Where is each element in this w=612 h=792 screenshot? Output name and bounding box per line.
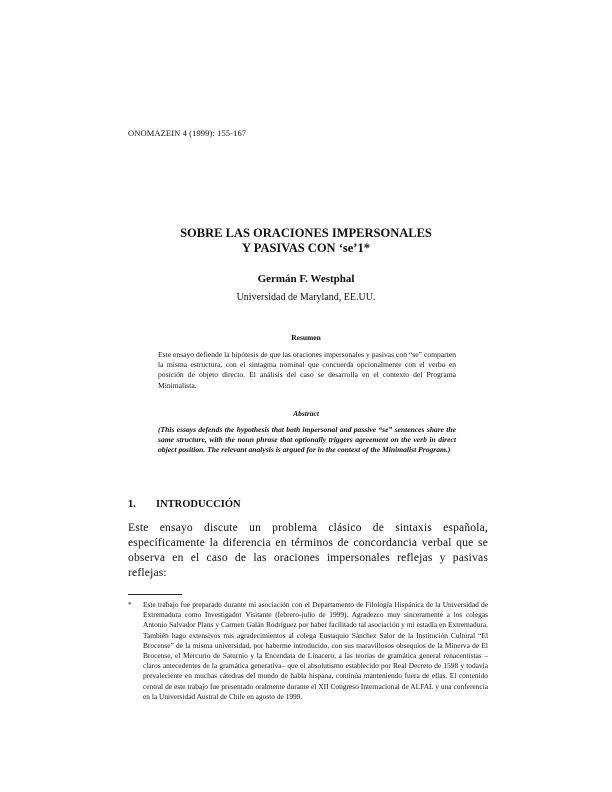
resumen-text: Este ensayo defiende la hipótesis de que las oraciones impersonales y pasivas con “se” comparten la misma estructura, con el sintagma nominal que concuerda opcionalmente con el verbo en posición de objeto directo. El análisis del caso se desarrolla en el contexto del Programa Minimalista.	[158, 350, 456, 390]
article-title-line1: SOBRE LAS ORACIONES IMPERSONALES	[180, 226, 432, 240]
footnote-marker: *	[128, 600, 132, 609]
section-heading	[128, 499, 241, 510]
section-title: INTRODUCCIÓN	[156, 499, 241, 510]
resumen-heading: Resumen	[291, 333, 321, 342]
body-paragraph: Este ensayo discute un problema clásico de sintaxis española, específicamente la diferencia en términos de concordancia verbal que se observa en el caso de las oraciones impersonales reflejas y pasivas reflejas:	[128, 522, 488, 579]
footnote-text: Este trabajo fue preparado durante mi asociación con el Departamento de Filología Hispánica de la Universidad de Extremadura como Investigador Visitante (febrero-julio de 1999). Agradezco muy sinceramente a los colegas Antonio Salvador Plans y Carmen Galán Rodríguez por haber facilitado tal asociación y mi estadía en Extremadura. También hago extensivos mis agradecimientos al colega Eustaquio Sánchez Salor de la Institución Cultural “El Brocense” de la misma universidad, por haberme introducido, con sus maravillosos obsequios de la Minerva de El Brocense, el Mercurio de Saturnio y la Encendata de Linacero, a las teorías de gramática general renacentistas –claros antecedentes de la gramática generativa– que el absolutismo establecido por Real Decreto de 1598 y todavía prevaleciente en muchas cátedras del mundo de habla hispana, continúa manteniendo fuera de ellas. El contenido central de este trabajo fue presentado oralmente durante el XII Congreso Internacional de ALFAL y una conferencia en la Universidad Austral de Chile en agosto de 1999.	[143, 600, 488, 701]
abstract-text: (This essays defends the hypothesis that both impersonal and passive “se” sentences share the same structure, with the noun phrase that optionally triggers agreement on the verb in direct object position. The relevant analysis is argued for in the context of the Minimalist Program.)	[158, 425, 456, 455]
abstract-heading: Abstract	[293, 409, 319, 418]
author-affiliation: Universidad de Maryland, EE.UU.	[236, 292, 376, 303]
footnote-divider	[128, 594, 182, 595]
section-number: 1.	[128, 499, 136, 510]
journal-citation: ONOMAZEIN 4 (1999): 155-167	[128, 128, 247, 138]
author-name: Germán F. Westphal	[257, 273, 355, 285]
footnote	[128, 600, 488, 702]
article-title-line2: Y PASIVAS CON ‘se’1*	[242, 241, 370, 255]
